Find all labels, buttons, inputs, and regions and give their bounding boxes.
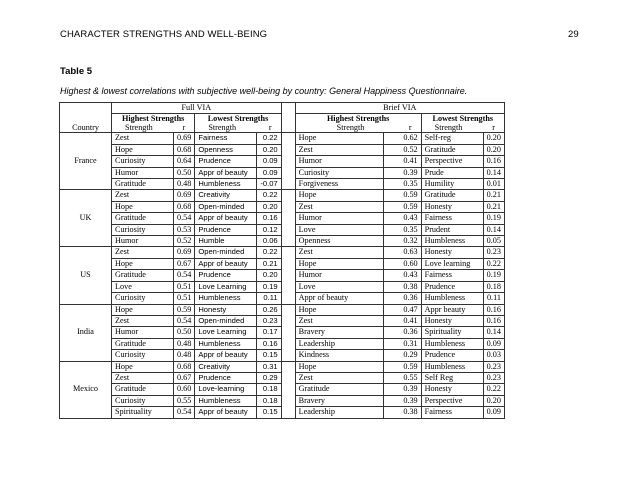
brief-highest-strength: Hope [295,304,383,315]
brief-highest-r: 0.43 [383,213,421,224]
brief-highest-strength: Humor [295,156,383,167]
full-lowest-strength: Appr of beauty [195,407,257,418]
brief-lowest-strength: Honesty [421,315,483,326]
full-lowest-r: 0.16 [257,338,281,349]
brief-lowest-strength: Spirituality [421,327,483,338]
table-row [60,247,505,258]
brief-highest-strength: Hope [295,190,383,201]
brief-highest-r: 0.60 [383,258,421,269]
full-lowest-strength: Openness [195,144,257,155]
brief-highest-r: 0.38 [383,407,421,418]
country-header-blank [60,103,112,114]
brief-highest-r: 0.41 [383,156,421,167]
full-lowest-r: 0.11 [257,293,281,304]
brief-highest-r: 0.38 [383,281,421,292]
strength-col-header: Strength [125,123,153,133]
full-lowest-r: 0.29 [257,372,281,383]
r-col-header: r [268,123,272,133]
full-highest-r: 0.68 [174,361,195,372]
full-lowest-r: 0.22 [257,190,281,201]
full-lowest-strength: Creativity [195,361,257,372]
brief-highest-strength: Zest [295,201,383,212]
full-lowest-strength: Love Learning [195,281,257,292]
full-highest-strength: Zest [112,372,174,383]
full-lowest-r: 0.22 [257,247,281,258]
brief-lowest-r: 0.14 [483,167,504,178]
brief-lowest-strength: Prude [421,167,483,178]
spacer-cell [281,327,295,338]
country-cell: US [60,247,112,304]
brief-lowest-r: 0.18 [483,281,504,292]
full-highest-r: 0.59 [174,304,195,315]
full-lowest-strength: Humbleness [195,179,257,190]
full-highest-strength: Hope [112,144,174,155]
country-cell: Mexico [60,361,112,418]
spacer-cell [281,270,295,281]
r-col-header: r [182,123,186,133]
brief-highest-strength: Zest [295,315,383,326]
full-lowest-r: 0.15 [257,350,281,361]
brief-highest-r: 0.39 [383,384,421,395]
brief-highest-r: 0.59 [383,361,421,372]
brief-lowest-r: 0.22 [483,384,504,395]
full-highest-strength: Spirituality [112,407,174,418]
spacer-cell [281,281,295,292]
full-lowest-strength: Appr of beauty [195,213,257,224]
brief-lowest-strength: Self-reg [421,133,483,144]
full-lowest-r: 0.18 [257,384,281,395]
brief-lowest-strength: Humbleness [421,293,483,304]
table-row [60,293,505,304]
brief-highest-strength: Forgiveness [295,179,383,190]
full-lowest-strength: Honesty [195,304,257,315]
brief-lowest-strength: Gratitude [421,144,483,155]
subgroup-header-row [60,114,505,124]
full-lowest-r: 0.21 [257,258,281,269]
brief-highest-r: 0.43 [383,270,421,281]
full-highest-strength: Gratitude [112,270,174,281]
full-highest-strength: Hope [112,304,174,315]
full-lowest-strength: Appr of beauty [195,350,257,361]
spacer-cell [281,258,295,269]
brief-lowest-cols [421,123,504,133]
brief-highest-r: 0.62 [383,133,421,144]
brief-lowest-strength: Perspective [421,156,483,167]
full-lowest-strength: Humble [195,236,257,247]
spacer-cell [281,350,295,361]
r-col-header: r [492,123,495,133]
table-row [60,144,505,155]
table-row [60,236,505,247]
strength-col-header: Strength [208,123,237,133]
full-highest-r: 0.50 [174,167,195,178]
table-row [60,304,505,315]
spacer-cell [281,167,295,178]
full-highest-r: 0.67 [174,372,195,383]
brief-highest-strength: Love [295,281,383,292]
brief-highest-r: 0.59 [383,201,421,212]
full-lowest-r: 0.20 [257,144,281,155]
full-highest-strength: Humor [112,327,174,338]
spacer-cell [281,179,295,190]
table-row [60,407,505,418]
page-number: 29 [568,29,579,40]
brief-lowest-strength: Fairness [421,407,483,418]
spacer-cell [281,372,295,383]
full-lowest-strength: Humbleness [195,293,257,304]
spacer-cell [281,338,295,349]
full-highest-strength: Hope [112,361,174,372]
full-lowest-strength: Appr of beauty [195,258,257,269]
brief-highest-strength: Love [295,224,383,235]
brief-highest-r: 0.55 [383,372,421,383]
full-highest-strength: Zest [112,133,174,144]
full-highest-strength: Gratitude [112,179,174,190]
full-highest-r: 0.60 [174,384,195,395]
full-highest-r: 0.67 [174,258,195,269]
spacer-cell [281,293,295,304]
spacer-cell [281,247,295,258]
full-highest-strength: Curiosity [112,224,174,235]
brief-highest-strength: Openness [295,236,383,247]
full-highest-r: 0.54 [174,270,195,281]
full-highest-r: 0.51 [174,281,195,292]
full-highest-r: 0.48 [174,338,195,349]
spacer-cell [281,315,295,326]
brief-lowest-header: Lowest Strengths [421,114,504,124]
table-row [60,213,505,224]
table-row [60,361,505,372]
brief-highest-strength: Bravery [295,327,383,338]
brief-highest-strength: Hope [295,258,383,269]
full-lowest-r: 0.09 [257,167,281,178]
spacer-cell [281,304,295,315]
full-highest-r: 0.54 [174,315,195,326]
full-highest-strength: Curiosity [112,395,174,406]
brief-lowest-strength: Perspective [421,395,483,406]
full-highest-strength: Hope [112,201,174,212]
spacer-cell [281,236,295,247]
spacer-cell [281,201,295,212]
full-highest-r: 0.54 [174,213,195,224]
table-row [60,338,505,349]
full-lowest-strength: Prudence [195,224,257,235]
full-highest-r: 0.69 [174,190,195,201]
full-lowest-r: 0.06 [257,236,281,247]
full-lowest-strength: Fairness [195,133,257,144]
full-highest-r: 0.50 [174,327,195,338]
brief-highest-r: 0.32 [383,236,421,247]
table-body [60,103,505,419]
table-row [60,156,505,167]
brief-highest-cols [295,123,421,133]
brief-lowest-r: 0.23 [483,372,504,383]
brief-lowest-strength: Prudent [421,224,483,235]
full-lowest-strength: Creativity [195,190,257,201]
brief-highest-r: 0.36 [383,293,421,304]
full-lowest-r: 0.31 [257,361,281,372]
brief-lowest-r: 0.21 [483,201,504,212]
brief-highest-strength: Appr of beauty [295,293,383,304]
full-lowest-r: -0.07 [257,179,281,190]
full-highest-header: Highest Strengths [112,114,195,124]
brief-lowest-strength: Fairness [421,270,483,281]
brief-lowest-strength: Humbleness [421,361,483,372]
brief-lowest-r: 0.16 [483,304,504,315]
running-head: CHARACTER STRENGTHS AND WELL-BEING [60,29,268,40]
full-lowest-strength: Prudence [195,270,257,281]
brief-highest-strength: Leadership [295,407,383,418]
brief-highest-strength: Kindness [295,350,383,361]
full-lowest-strength: Love Learning [195,327,257,338]
full-highest-r: 0.48 [174,179,195,190]
spacer-cell [281,213,295,224]
full-highest-r: 0.54 [174,407,195,418]
full-highest-strength: Love [112,281,174,292]
brief-lowest-strength: Honesty [421,384,483,395]
full-lowest-r: 0.23 [257,315,281,326]
country-cell: India [60,304,112,361]
brief-highest-strength: Bravery [295,395,383,406]
brief-lowest-r: 0.19 [483,213,504,224]
full-highest-r: 0.64 [174,156,195,167]
brief-lowest-r: 0.16 [483,156,504,167]
country-cell: UK [60,190,112,247]
full-highest-strength: Zest [112,315,174,326]
table-row [60,350,505,361]
full-highest-r: 0.48 [174,350,195,361]
brief-highest-r: 0.39 [383,395,421,406]
full-lowest-header: Lowest Strengths [195,114,281,124]
country-header-blank [60,114,112,124]
table-row [60,224,505,235]
brief-highest-strength: Humor [295,270,383,281]
brief-highest-r: 0.52 [383,144,421,155]
full-lowest-strength: Humbleness [195,395,257,406]
full-lowest-strength: Appr of beauty [195,167,257,178]
full-highest-strength: Humor [112,167,174,178]
full-lowest-strength: Humbleness [195,338,257,349]
table-row [60,395,505,406]
country-header: Country [60,123,112,133]
spacer-cell [281,144,295,155]
full-highest-strength: Zest [112,247,174,258]
brief-lowest-r: 0.14 [483,224,504,235]
full-highest-r: 0.55 [174,395,195,406]
full-lowest-r: 0.17 [257,327,281,338]
brief-lowest-strength: Prudence [421,281,483,292]
brief-highest-r: 0.47 [383,304,421,315]
spacer-cell [281,224,295,235]
brief-lowest-strength: Humbleness [421,338,483,349]
table-row [60,315,505,326]
brief-lowest-r: 0.20 [483,144,504,155]
full-lowest-r: 0.18 [257,395,281,406]
brief-lowest-r: 0.11 [483,293,504,304]
country-cell: France [60,133,112,190]
full-highest-r: 0.52 [174,236,195,247]
brief-lowest-r: 0.05 [483,236,504,247]
brief-highest-r: 0.36 [383,327,421,338]
brief-lowest-r: 0.19 [483,270,504,281]
brief-lowest-strength: Prudence [421,350,483,361]
brief-highest-r: 0.35 [383,224,421,235]
spacer-cell [281,384,295,395]
table-caption: Highest & lowest correlations with subjective well-being by country: General Happiness Questionnaire. [60,86,468,96]
brief-via-header: Brief VIA [295,103,504,114]
full-lowest-strength: Prudence [195,156,257,167]
table-row [60,133,505,144]
full-highest-strength: Curiosity [112,293,174,304]
full-lowest-r: 0.16 [257,213,281,224]
spacer-cell [281,133,295,144]
full-highest-strength: Hope [112,258,174,269]
strength-col-header: Strength [434,123,463,133]
table-row [60,372,505,383]
full-lowest-strength: Love-learning [195,384,257,395]
full-highest-r: 0.68 [174,144,195,155]
table-row [60,281,505,292]
full-lowest-strength: Prudence [195,372,257,383]
brief-lowest-r: 0.09 [483,407,504,418]
full-lowest-r: 0.20 [257,270,281,281]
full-highest-r: 0.68 [174,201,195,212]
full-highest-cols [112,123,195,133]
spacer-cell [281,103,295,114]
spacer-cell [281,123,295,133]
group-header-row [60,103,505,114]
full-highest-strength: Zest [112,190,174,201]
brief-highest-strength: Hope [295,133,383,144]
table-row [60,327,505,338]
column-header-row [60,123,505,133]
brief-highest-strength: Hope [295,361,383,372]
brief-highest-strength: Leadership [295,338,383,349]
full-lowest-strength: Open-minded [195,315,257,326]
brief-highest-strength: Zest [295,247,383,258]
brief-lowest-r: 0.03 [483,350,504,361]
brief-lowest-strength: Honesty [421,201,483,212]
brief-highest-r: 0.63 [383,247,421,258]
brief-lowest-r: 0.23 [483,361,504,372]
table-row [60,179,505,190]
brief-highest-r: 0.41 [383,315,421,326]
full-lowest-r: 0.09 [257,156,281,167]
table-label: Table 5 [60,66,93,77]
full-highest-r: 0.69 [174,247,195,258]
full-highest-r: 0.53 [174,224,195,235]
spacer-cell [281,156,295,167]
brief-lowest-r: 0.14 [483,327,504,338]
full-highest-strength: Gratitude [112,213,174,224]
brief-highest-r: 0.29 [383,350,421,361]
full-lowest-r: 0.15 [257,407,281,418]
brief-lowest-strength: Appr beauty [421,304,483,315]
full-highest-strength: Curiosity [112,156,174,167]
full-lowest-r: 0.20 [257,201,281,212]
full-highest-r: 0.51 [174,293,195,304]
brief-lowest-strength: Fairness [421,213,483,224]
spacer-cell [281,361,295,372]
table-row [60,258,505,269]
brief-highest-r: 0.59 [383,190,421,201]
full-lowest-strength: Open-minded [195,247,257,258]
brief-highest-r: 0.31 [383,338,421,349]
brief-lowest-strength: Humility [421,179,483,190]
spacer-cell [281,395,295,406]
brief-lowest-strength: Self Reg [421,372,483,383]
brief-lowest-r: 0.20 [483,395,504,406]
brief-highest-strength: Curiosity [295,167,383,178]
brief-highest-r: 0.35 [383,179,421,190]
spacer-cell [281,407,295,418]
table-row [60,190,505,201]
table-row [60,167,505,178]
table-row [60,270,505,281]
brief-lowest-r: 0.21 [483,190,504,201]
full-lowest-r: 0.12 [257,224,281,235]
full-highest-strength: Gratitude [112,384,174,395]
strength-col-header: Strength [336,123,365,133]
brief-lowest-r: 0.20 [483,133,504,144]
brief-highest-header: Highest Strengths [295,114,421,124]
brief-highest-strength: Gratitude [295,384,383,395]
brief-highest-strength: Humor [295,213,383,224]
brief-lowest-r: 0.01 [483,179,504,190]
brief-lowest-r: 0.16 [483,315,504,326]
spacer-cell [281,114,295,124]
brief-lowest-strength: Honesty [421,247,483,258]
brief-lowest-strength: Love learning [421,258,483,269]
full-lowest-strength: Open-minded [195,201,257,212]
brief-lowest-r: 0.09 [483,338,504,349]
correlations-table [59,102,505,419]
full-lowest-r: 0.19 [257,281,281,292]
full-highest-strength: Gratitude [112,338,174,349]
brief-highest-r: 0.39 [383,167,421,178]
full-highest-strength: Curiosity [112,350,174,361]
full-lowest-r: 0.26 [257,304,281,315]
brief-lowest-r: 0.22 [483,258,504,269]
brief-highest-strength: Zest [295,372,383,383]
full-lowest-r: 0.22 [257,133,281,144]
r-col-header: r [408,123,412,133]
brief-lowest-strength: Gratitude [421,190,483,201]
table-row [60,201,505,212]
brief-lowest-r: 0.23 [483,247,504,258]
full-highest-r: 0.69 [174,133,195,144]
full-lowest-cols [195,123,281,133]
spacer-cell [281,190,295,201]
full-via-header: Full VIA [112,103,282,114]
full-highest-strength: Humor [112,236,174,247]
brief-lowest-strength: Humbleness [421,236,483,247]
table-row [60,384,505,395]
brief-highest-strength: Zest [295,144,383,155]
